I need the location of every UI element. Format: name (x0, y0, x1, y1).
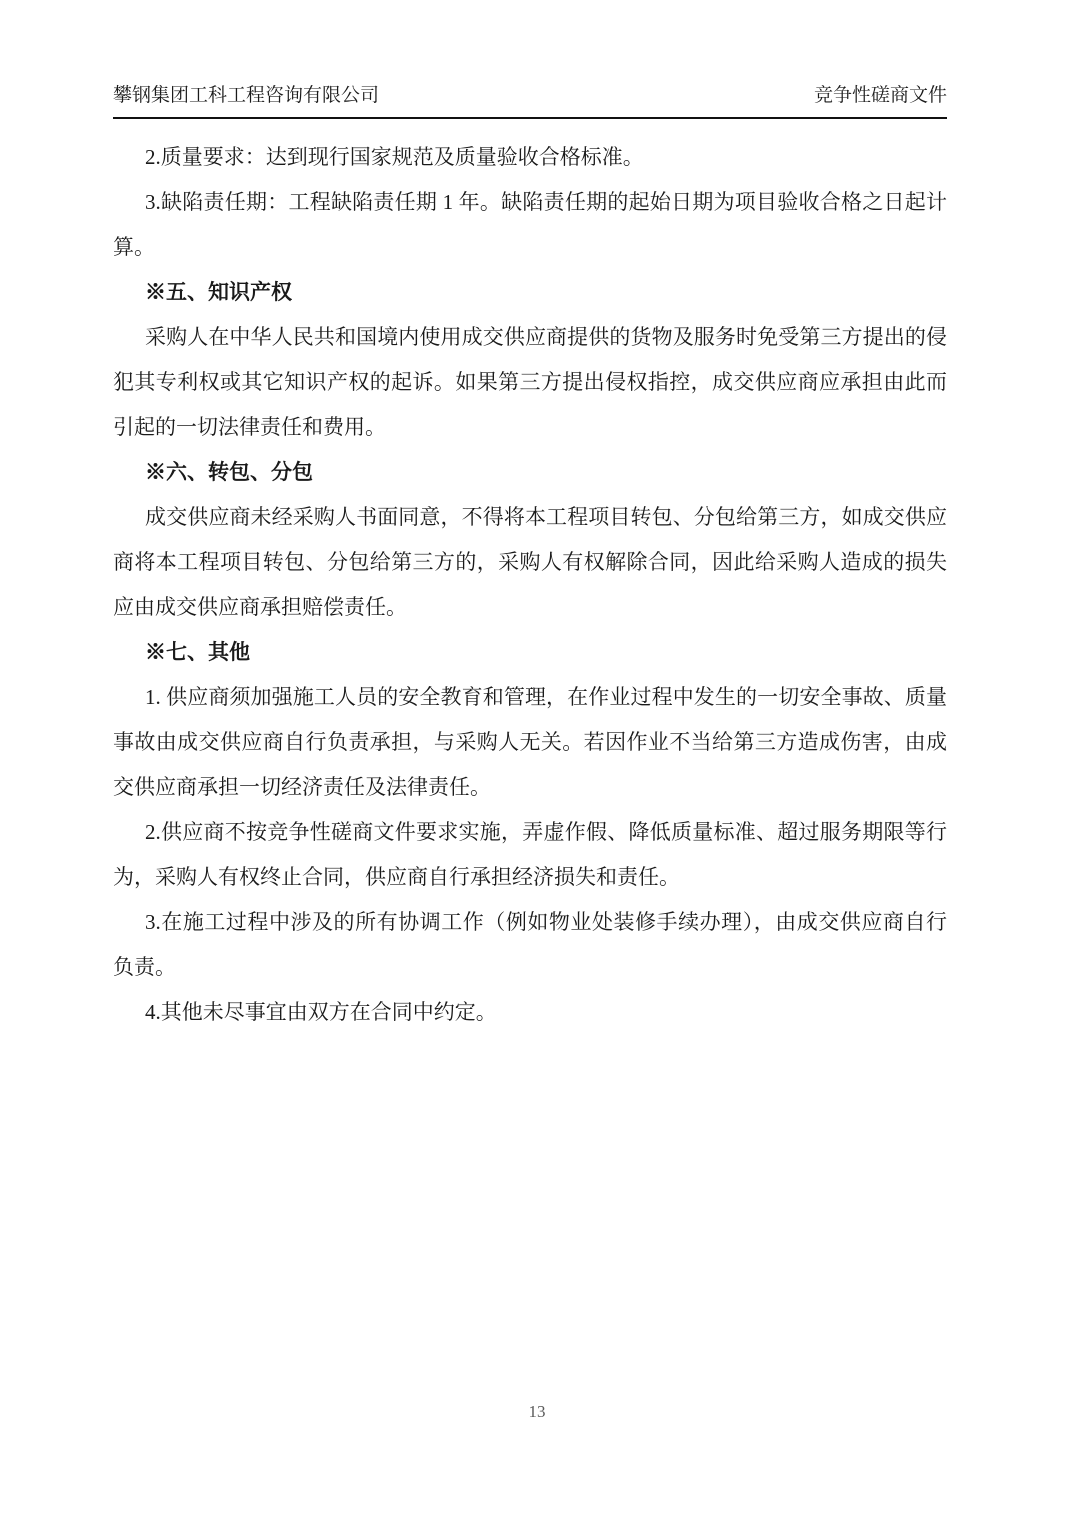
page-number: 13 (528, 1402, 546, 1421)
paragraph-others-item-2: 2.供应商不按竞争性磋商文件要求实施，弄虚作假、降低质量标准、超过服务期限等行为，采购人有权终止合同，供应商自行承担经济损失和责任。 (113, 820, 947, 889)
paragraph-others-item-3: 3.在施工过程中涉及的所有协调工作（例如物业处装修手续办理），由成交供应商自行负责。 (113, 910, 947, 979)
heading-section-6-subcontracting: ※六、转包、分包 (145, 460, 313, 484)
heading-section-7-others: ※七、其他 (145, 640, 250, 664)
heading-section-5-intellectual-property: ※五、知识产权 (145, 280, 292, 304)
paragraph-others-item-1: 1. 供应商须加强施工人员的安全教育和管理，在作业过程中发生的一切安全事故、质量事故由成交供应商自行负责承担，与采购人无关。若因作业不当给第三方造成伤害，由成交供应商承担一切经济责任及法律责任。 (113, 685, 947, 799)
paragraph-quality-requirement: 2.质量要求：达到现行国家规范及质量验收合格标准。 (145, 145, 644, 169)
paragraph-intellectual-property-body: 采购人在中华人民共和国境内使用成交供应商提供的货物及服务时免受第三方提出的侵犯其专利权或其它知识产权的起诉。如果第三方提出侵权指控，成交供应商应承担由此而引起的一切法律责任和费用。 (113, 325, 947, 439)
document-body (113, 135, 947, 1035)
page-header (113, 84, 947, 119)
paragraph-subcontracting-body: 成交供应商未经采购人书面同意，不得将本工程项目转包、分包给第三方，如成交供应商将本工程项目转包、分包给第三方的，采购人有权解除合同，因此给采购人造成的损失应由成交供应商承担赔偿责任。 (113, 505, 947, 619)
header-doc-type: 竞争性磋商文件 (813, 85, 947, 106)
paragraph-defect-liability-period: 3.缺陷责任期：工程缺陷责任期 1 年。缺陷责任期的起始日期为项目验收合格之日起计算。 (113, 190, 947, 259)
page-footer (0, 1400, 1074, 1424)
paragraph-others-item-4: 4.其他未尽事宜由双方在合同中约定。 (145, 1000, 497, 1024)
header-company-name: 攀钢集团工科工程咨询有限公司 (113, 85, 380, 106)
